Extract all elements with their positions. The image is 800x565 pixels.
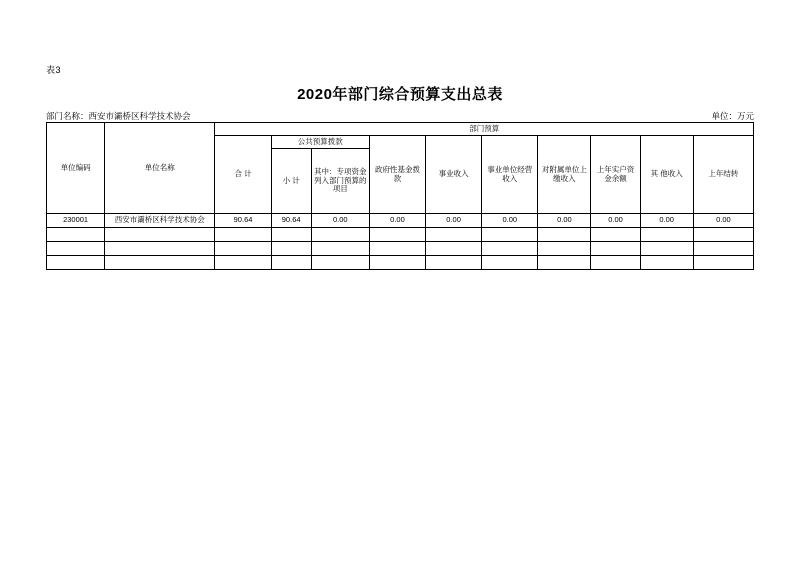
header-total: 合 计	[215, 136, 271, 214]
cell-business-operating-income: 0.00	[482, 214, 538, 228]
cell-total	[215, 256, 271, 270]
cell-other-income	[640, 256, 693, 270]
cell-public-subtotal: 90.64	[271, 214, 311, 228]
cell-gov-fund: 0.00	[369, 214, 425, 228]
cell-prior-year-balance: 0.00	[591, 214, 640, 228]
cell-prior-year-carryover	[693, 256, 753, 270]
cell-subordinate-income	[538, 228, 591, 242]
header-unit-name: 单位名称	[105, 123, 215, 214]
cell-gov-fund	[369, 228, 425, 242]
department-label: 部门名称：	[46, 111, 89, 121]
cell-prior-year-balance	[591, 256, 640, 270]
header-prior-year-carryover: 上年结转	[693, 136, 753, 214]
header-public-budget: 公共预算拨款	[271, 136, 369, 149]
table-row	[47, 242, 754, 256]
header-public-subtotal: 小 计	[271, 149, 311, 214]
cell-prior-year-carryover: 0.00	[693, 214, 753, 228]
cell-business-operating-income	[482, 256, 538, 270]
cell-other-income	[640, 242, 693, 256]
meta-row	[46, 110, 754, 122]
cell-unit-code	[47, 256, 105, 270]
cell-unit-name	[105, 228, 215, 242]
cell-unit-code	[47, 242, 105, 256]
cell-public-subtotal	[271, 242, 311, 256]
header-business-income: 事业收入	[426, 136, 482, 214]
cell-total: 90.64	[215, 214, 271, 228]
cell-business-income	[426, 242, 482, 256]
cell-unit-code: 230001	[47, 214, 105, 228]
sheet-label: 表3	[46, 65, 62, 75]
cell-unit-name: 西安市灞桥区科学技术协会	[105, 214, 215, 228]
table-body	[47, 214, 754, 270]
cell-total	[215, 242, 271, 256]
cell-public-subtotal	[271, 256, 311, 270]
header-department-budget: 部门预算	[215, 123, 754, 136]
header-business-operating-income: 事业单位经营收入	[482, 136, 538, 214]
table-header-row-1	[47, 123, 754, 136]
cell-public-special	[311, 256, 369, 270]
table-row	[47, 214, 754, 228]
cell-public-special: 0.00	[311, 214, 369, 228]
cell-prior-year-balance	[591, 228, 640, 242]
cell-total	[215, 228, 271, 242]
unit-label: 单位：万元	[711, 111, 754, 121]
cell-unit-code	[47, 228, 105, 242]
budget-table	[46, 122, 754, 270]
cell-business-income	[426, 256, 482, 270]
header-public-special: 其中：专项资金列入部门预算的项目	[311, 149, 369, 214]
header-other-income: 其 他收入	[640, 136, 693, 214]
cell-unit-name	[105, 242, 215, 256]
cell-prior-year-carryover	[693, 228, 753, 242]
department-name-field	[46, 110, 191, 122]
table-row	[47, 228, 754, 242]
cell-unit-name	[105, 256, 215, 270]
cell-business-operating-income	[482, 242, 538, 256]
header-unit-code: 单位编码	[47, 123, 105, 214]
cell-gov-fund	[369, 256, 425, 270]
cell-subordinate-income	[538, 242, 591, 256]
cell-business-income	[426, 228, 482, 242]
cell-subordinate-income: 0.00	[538, 214, 591, 228]
cell-business-income: 0.00	[426, 214, 482, 228]
page-title: 2020年部门综合预算支出总表	[297, 86, 503, 103]
header-prior-year-balance: 上年实户资金余额	[591, 136, 640, 214]
cell-prior-year-carryover	[693, 242, 753, 256]
department-value: 西安市灞桥区科学技术协会	[88, 111, 191, 121]
cell-other-income: 0.00	[640, 214, 693, 228]
cell-subordinate-income	[538, 256, 591, 270]
cell-other-income	[640, 228, 693, 242]
cell-public-special	[311, 242, 369, 256]
header-gov-fund: 政府性基金拨款	[369, 136, 425, 214]
cell-prior-year-balance	[591, 242, 640, 256]
table-row	[47, 256, 754, 270]
cell-public-special	[311, 228, 369, 242]
header-subordinate-income: 对附属单位上缴收入	[538, 136, 591, 214]
cell-business-operating-income	[482, 228, 538, 242]
cell-gov-fund	[369, 242, 425, 256]
cell-public-subtotal	[271, 228, 311, 242]
